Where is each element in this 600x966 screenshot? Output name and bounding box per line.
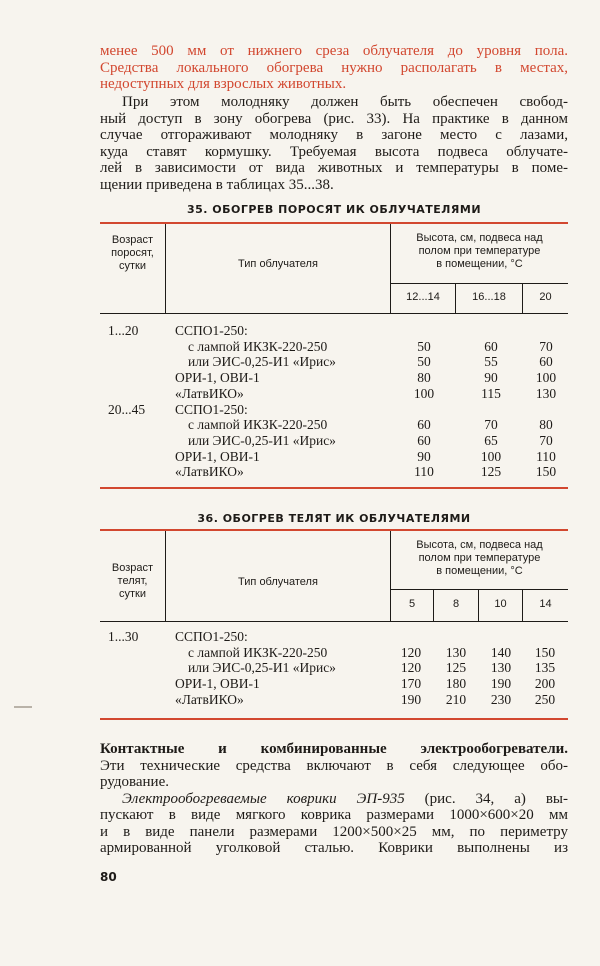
table-row	[100, 323, 568, 338]
page-number: 80	[100, 870, 117, 884]
value-cell: 210	[445, 691, 467, 707]
value-cell: 110	[414, 464, 434, 480]
value-cell: 70	[539, 338, 553, 354]
type-cell: «ЛатвИКО»	[175, 464, 244, 480]
value-cell: 90	[484, 370, 498, 386]
table-row	[100, 464, 568, 479]
margin-mark	[14, 706, 32, 708]
intro-red-text: менее 500 мм от нижнего среза облучателя до уровня пола. Средства локального обогрева нужно располагать в местах, недоступных для взрослых животных.	[100, 43, 568, 92]
value-cell: 230	[490, 691, 512, 707]
table-36-header-rule	[100, 621, 568, 622]
type-cell: ССПО1-250:	[175, 323, 248, 338]
table-row	[100, 433, 568, 448]
value-cell: 60	[539, 354, 553, 370]
age-cell: 1...30	[108, 629, 139, 644]
value-cell: 110	[536, 448, 556, 464]
value-cell: 120	[400, 644, 422, 660]
value-cell: 50	[417, 338, 431, 354]
value-cell: 130	[445, 644, 467, 660]
italic-term: Электрообогреваемые коврики ЭП-935	[122, 790, 405, 807]
table-36-caption: 36. ОБОГРЕВ ТЕЛЯТ ИК ОБЛУЧАТЕЛЯМИ	[197, 512, 471, 525]
table-row	[100, 676, 568, 691]
table-36-bottom-rule	[100, 718, 568, 720]
table-36-col-age: Возраст телят, сутки	[111, 562, 154, 600]
type-cell: «ЛатвИКО»	[175, 385, 244, 401]
type-cell: или ЭИС-0,25-И1 «Ирис»	[188, 432, 336, 448]
value-cell: 190	[490, 676, 512, 692]
table-35-temp: 20	[539, 291, 552, 303]
table-35-bottom-rule	[100, 487, 568, 489]
table-row	[100, 339, 568, 354]
table-35-top-rule	[100, 222, 568, 224]
value-cell: 60	[417, 432, 431, 448]
type-cell: или ЭИС-0,25-И1 «Ирис»	[188, 660, 336, 676]
paragraph-1: При этом молодняку должен быть обеспечен свобод- ный доступ в зону обогрева (рис. 33). На практике в данном случае отгораживают молодняку в загоне место с лазами, куда ставят кормушку. Требуемая высота подвеса облучате- лей в зависимости от вида животных и температуры в поме- щении приведена в таблицах 35...38.	[100, 94, 568, 193]
table-36-temp: 14	[539, 598, 552, 610]
value-cell: 135	[534, 660, 556, 676]
value-cell: 250	[534, 691, 556, 707]
type-cell: с лампой ИКЗК-220-250	[188, 338, 328, 354]
value-cell: 70	[539, 432, 553, 448]
table-35-col-age: Возраст поросят, сутки	[111, 234, 154, 272]
age-cell: 20...45	[108, 401, 146, 417]
value-cell: 80	[417, 370, 431, 386]
table-row	[100, 660, 568, 675]
table-row	[100, 645, 568, 660]
value-cell: 55	[484, 354, 498, 370]
value-cell: 190	[400, 691, 422, 707]
value-cell: 180	[445, 676, 467, 692]
value-cell: 60	[417, 417, 431, 433]
table-row	[100, 417, 568, 432]
value-cell: 100	[535, 370, 557, 386]
table-row	[100, 449, 568, 464]
table-row	[100, 370, 568, 385]
value-cell: 65	[484, 432, 498, 448]
type-cell: с лампой ИКЗК-220-250	[188, 644, 328, 660]
value-cell: 125	[445, 660, 467, 676]
table-35-col-height: Высота, см, подвеса над полом при температуре в помещении, °С	[416, 232, 543, 270]
table-36-temp: 8	[452, 598, 460, 610]
value-cell: 140	[490, 644, 512, 660]
table-row	[100, 402, 568, 417]
table-35-caption: 35. ОБОГРЕВ ПОРОСЯТ ИК ОБЛУЧАТЕЛЯМИ	[186, 203, 482, 216]
value-cell: 150	[534, 644, 556, 660]
table-36-top-rule	[100, 529, 568, 531]
table-36-col-type: Тип облучателя	[238, 576, 318, 588]
table-36-col-height: Высота, см, подвеса над полом при температуре в помещении, °С	[416, 539, 543, 577]
table-row	[100, 629, 568, 644]
type-cell: или ЭИС-0,25-И1 «Ирис»	[188, 354, 336, 370]
table-36-temp: 5	[408, 598, 416, 610]
value-cell: 100	[480, 448, 502, 464]
value-cell: 100	[413, 385, 435, 401]
value-cell: 115	[481, 385, 501, 401]
section-text: Контактные и комбинированные электрообогреватели. Эти технические средства включают в себя следующее обо- рудование. Электрообогреваемые коврики ЭП-935 (рис. 34, а) вы- пускают в виде мягкого коврика размерами 1000×600×20 мм и в виде панели размерами 1200×500×25 мм, по периметру армированной уголковой сталью. Коврики выполнены из	[100, 741, 568, 856]
age-cell: 1...20	[108, 323, 139, 338]
section-heading: Контактные и комбинированные электрообогреватели.	[100, 741, 568, 757]
table-35-header-rule	[100, 313, 568, 314]
type-cell: «ЛатвИКО»	[175, 691, 244, 707]
value-cell: 80	[539, 417, 553, 433]
table-35-temp: 12...14	[406, 291, 440, 303]
table-row	[100, 386, 568, 401]
value-cell: 130	[535, 385, 557, 401]
value-cell: 170	[400, 676, 422, 692]
value-cell: 50	[417, 354, 431, 370]
value-cell: 60	[484, 338, 498, 354]
type-cell: ОРИ-1, ОВИ-1	[175, 676, 260, 692]
value-cell: 90	[417, 448, 431, 464]
type-cell: с лампой ИКЗК-220-250	[188, 417, 328, 433]
table-row	[100, 692, 568, 707]
type-cell: ССПО1-250:	[175, 401, 248, 417]
value-cell: 125	[480, 464, 502, 480]
table-35-col-type: Тип облучателя	[238, 258, 318, 270]
value-cell: 200	[534, 676, 556, 692]
type-cell: ОРИ-1, ОВИ-1	[175, 370, 260, 386]
value-cell: 150	[535, 464, 557, 480]
type-cell: ССПО1-250:	[175, 629, 248, 644]
table-35-temp: 16...18	[472, 291, 506, 303]
value-cell: 120	[400, 660, 422, 676]
table-36-temp: 10	[494, 598, 507, 610]
table-row	[100, 354, 568, 369]
type-cell: ОРИ-1, ОВИ-1	[175, 448, 260, 464]
value-cell: 70	[484, 417, 498, 433]
value-cell: 130	[490, 660, 512, 676]
